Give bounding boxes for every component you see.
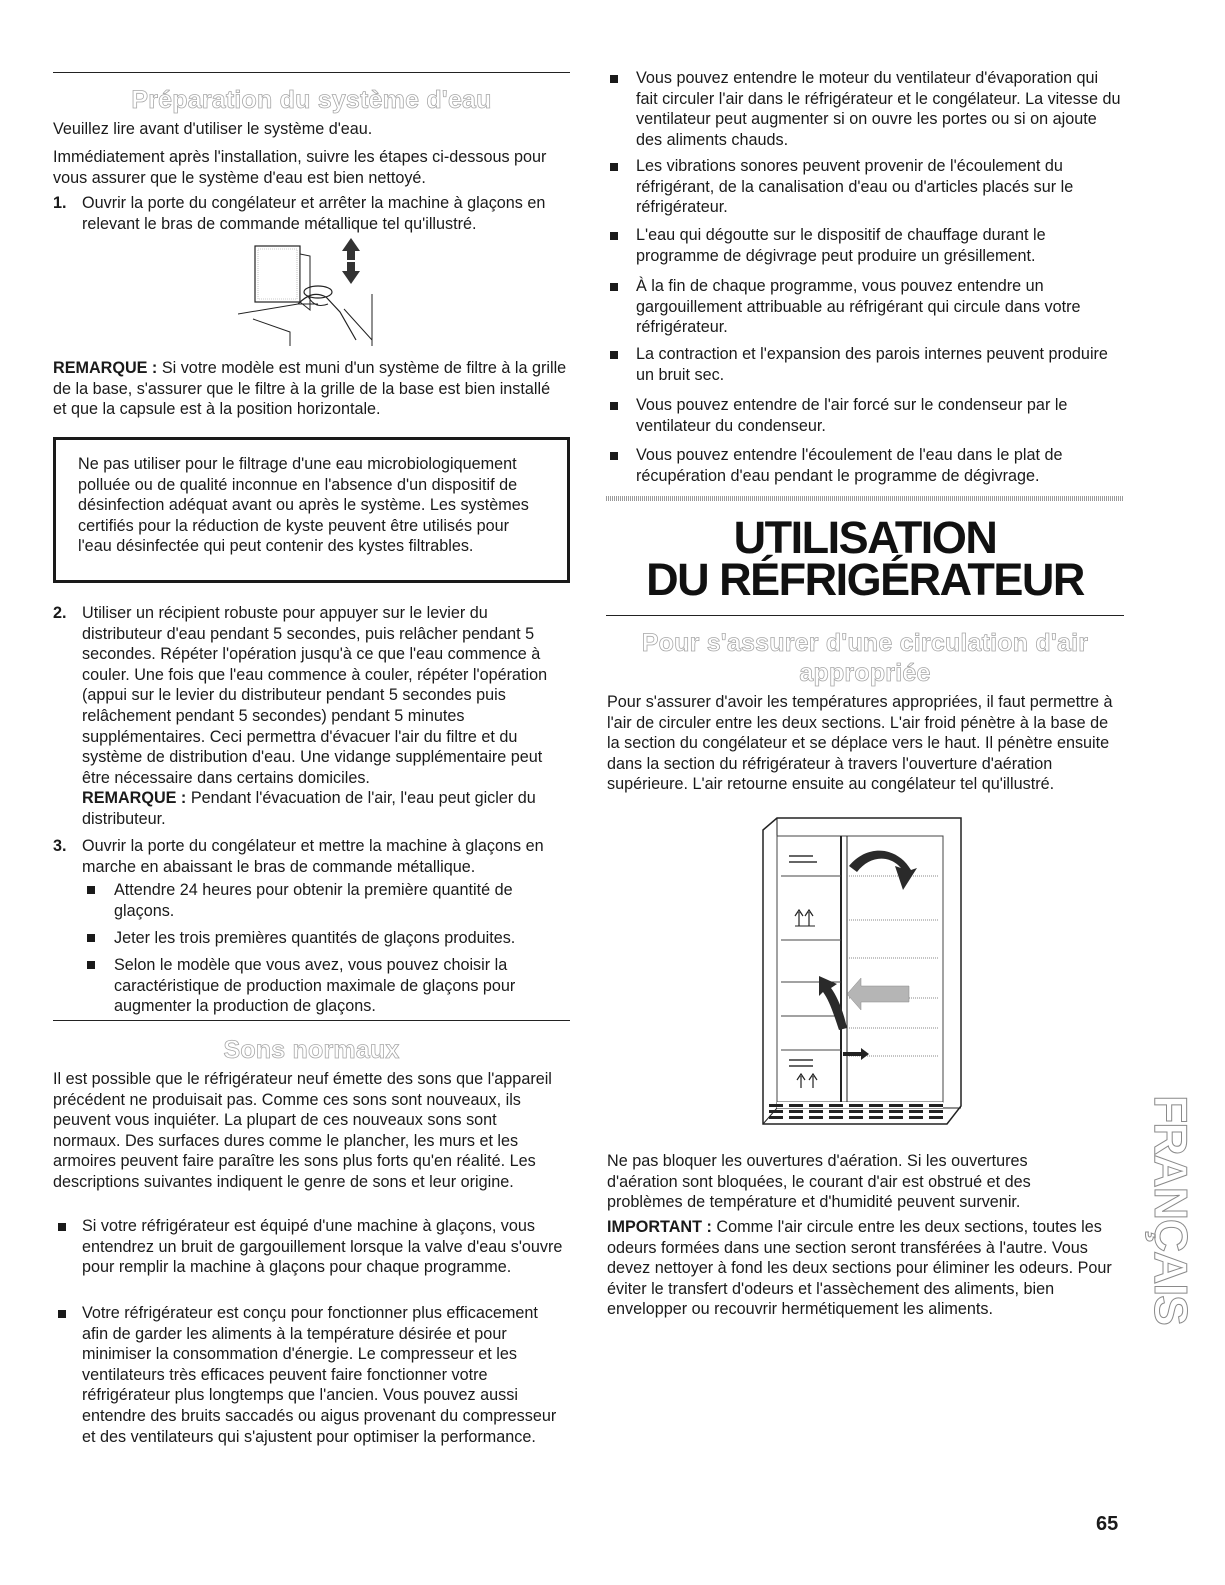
note-1: [53, 358, 568, 420]
step-2-text: Utiliser un récipient robuste pour appuyer sur le levier du distributeur d'eau pendant 5 secondes, puis relâcher pendant 5 secondes. Répéter l'opération jusqu'à ce que l'eau commence à couler. Une fois que l'eau commence à couler, répéter l'opération (appui sur le levier du distributeur pendant 5 secondes puis relâchement pendant 5 secondes) pendant 5 minutes supplémentaires. Ceci permettra d'évacuer l'air du filtre et du système de distribution d'eau. Une vidange supplémentaire peut être nécessaire dans certains domiciles.: [82, 604, 548, 787]
sounds-intro: Il est possible que le réfrigérateur neuf émette des sons que l'appareil précédent ne produisait pas. Comme ces sons sont nouveaux, ils peuvent vous inquiéter. La plupart de ces nouveaux sons sont normaux. Des surfaces dures comme le plancher, les murs et les armoires peuvent faire paraître les sons plus forts qu'en réalité. Les descriptions suivantes indiquent le genre de sons et leur origine.: [53, 1070, 552, 1191]
air-heading-line2: appropriée: [799, 659, 931, 687]
step-2-number: 2.: [53, 604, 67, 622]
right-sounds-bullet: Vous pouvez entendre de l'air forcé sur le condenseur par le ventilateur du condenseur.: [636, 396, 1068, 435]
vents-warning: Ne pas bloquer les ouvertures d'aération. Si les ouvertures d'aération sont bloquées, le courant d'air est obstrué et des problèmes de température et d'humidité peuvent survenir.: [607, 1152, 1031, 1212]
sounds-bullet: Si votre réfrigérateur est équipé d'une machine à glaçons, vous entendrez un bruit de gargouillement lorsque la valve d'eau s'ouvre pour remplir la machine à glaçons pour chaque programme.: [82, 1217, 563, 1277]
right-sounds-bullet-marker: [610, 402, 618, 410]
language-side-tab: [1145, 1085, 1197, 1335]
right-sounds-bullet: Vous pouvez entendre l'écoulement de l'eau dans le plat de récupération d'eau pendant le programme de dégivrage.: [636, 446, 1063, 485]
right-sounds-bullet: Vous pouvez entendre le moteur du ventilateur d'évaporation qui fait circuler l'air dans le réfrigérateur et le congélateur. La vitesse du ventilateur peut augmenter si on ouvre les portes ou si on ajoute des aliments chauds.: [636, 69, 1121, 149]
important-label: IMPORTANT :: [607, 1218, 712, 1236]
airflow-illustration: [757, 816, 965, 1130]
right-sounds-bullet-marker: [610, 283, 618, 291]
air-rule: [606, 615, 1124, 616]
important-text: Comme l'air circule entre les deux sections, toutes les odeurs formées dans une section seront transférées à l'autre. Vous devez nettoyer à fond les deux sections pour éliminer les odeurs. Pour éviter le transfert d'odeurs et l'assèchement des aliments, bien envelopper ou recouvrir hermétiquement les aliments.: [607, 1218, 1112, 1319]
water-section-heading: Préparation du système d'eau: [131, 86, 492, 114]
sounds-heading: Sons normaux: [223, 1036, 400, 1064]
language-side-tab-label: FRANÇAIS: [1145, 1095, 1197, 1325]
right-sounds-bullet-marker: [610, 452, 618, 460]
water-intro: Veuillez lire avant d'utiliser le système d'eau.: [53, 120, 373, 138]
right-sounds-bullet: L'eau qui dégoutte sur le dispositif de chauffage durant le programme de dégivrage peut produire un grésillement.: [636, 226, 1046, 265]
step-3-bullet: Jeter les trois premières quantités de glaçons produites.: [114, 929, 516, 947]
note-1-label: REMARQUE :: [53, 359, 158, 377]
step-3-bullet-marker: [87, 961, 95, 969]
note-2-text: Pendant l'évacuation de l'air, l'eau peut gicler du distributeur.: [82, 789, 536, 828]
step-3-bullet: Selon le modèle que vous avez, vous pouvez choisir la caractéristique de production maximale de glaçons pour augmenter la production de glaçons.: [114, 956, 516, 1016]
right-sounds-bullet: La contraction et l'expansion des parois internes peuvent produire un bruit sec.: [636, 345, 1108, 384]
step-3-number: 3.: [53, 837, 67, 855]
right-sounds-bullet-marker: [610, 163, 618, 171]
step-1-number: 1.: [53, 194, 67, 212]
top-rule-left: [53, 72, 570, 73]
sounds-rule: [53, 1020, 570, 1021]
note-2: [82, 788, 568, 829]
sounds-bullet: Votre réfrigérateur est conçu pour fonctionner plus efficacement afin de garder les aliments à la température désirée et pour minimiser la consommation d'énergie. Le compresseur et les ventilateurs très efficaces peuvent faire fonctionner votre réfrigérateur plus longtemps que l'ancien. Vous pouvez aussi entendre des bruits saccadés ou aigus provenant du compresseur et des ventilateurs qui s'ajustent pour optimiser la performance.: [82, 1304, 557, 1446]
right-sounds-bullet-marker: [610, 232, 618, 240]
section-title-line2: DU RÉFRIGÉRATEUR: [646, 554, 1084, 605]
step-3-bullet-marker: [87, 886, 95, 894]
step-1-text: Ouvrir la porte du congélateur et arrêter la machine à glaçons en relevant le bras de commande métallique tel qu'illustré.: [82, 194, 546, 233]
section-divider: [606, 496, 1124, 501]
air-intro: Pour s'assurer d'avoir les températures appropriées, il faut permettre à l'air de circuler entre les deux sections. L'air froid pénètre à la base de la section du congélateur et se déplace vers le haut. Il pénètre ensuite dans la section du réfrigérateur à travers l'ouverture d'aération supérieure. L'air retourne ensuite au congélateur tel qu'illustré.: [607, 693, 1113, 794]
warning-text: Ne pas utiliser pour le filtrage d'une eau microbiologiquement polluée ou de qualité inconnue en l'absence d'un dispositif de désinfection adéquat avant ou après le système. Les systèmes certifiés pour la réduction de kyste peuvent être utilisés pour l'eau désinfectée qui peut contenir des kystes filtrables.: [78, 455, 529, 556]
right-sounds-bullet: Les vibrations sonores peuvent provenir de l'écoulement du réfrigérant, de la canalisation d'eau ou d'articles placés sur le réfrigérateur.: [636, 157, 1074, 217]
sounds-bullet-marker: [58, 1223, 66, 1231]
step-3-text: Ouvrir la porte du congélateur et mettre la machine à glaçons en marche en abaissant le bras de commande métallique.: [82, 837, 544, 876]
right-sounds-bullet: À la fin de chaque programme, vous pouvez entendre un gargouillement attribuable au réfrigérant qui circule dans votre réfrigérateur.: [636, 277, 1081, 337]
step-3-bullet-marker: [87, 934, 95, 942]
step-3-bullet: Attendre 24 heures pour obtenir la première quantité de glaçons.: [114, 881, 513, 920]
water-after-install: Immédiatement après l'installation, suivre les étapes ci-dessous pour vous assurer que le système d'eau est bien nettoyé.: [53, 148, 547, 187]
important-note: [607, 1217, 1125, 1320]
air-heading-line1: Pour s'assurer d'une circulation d'air: [641, 629, 1089, 657]
note-2-label: REMARQUE :: [82, 789, 187, 807]
sounds-bullet-marker: [58, 1310, 66, 1318]
warning-box: [53, 437, 570, 583]
right-sounds-bullet-marker: [610, 75, 618, 83]
section-title-line1: UTILISATION: [733, 512, 997, 563]
page-number: 65: [1096, 1513, 1119, 1535]
ice-maker-illustration: [238, 234, 388, 346]
note-1-text: Si votre modèle est muni d'un système de filtre à la grille de la base, s'assurer que le filtre à la grille de la base est bien installé et que la capsule est à la position horizontale.: [53, 359, 567, 419]
right-sounds-bullet-marker: [610, 351, 618, 359]
